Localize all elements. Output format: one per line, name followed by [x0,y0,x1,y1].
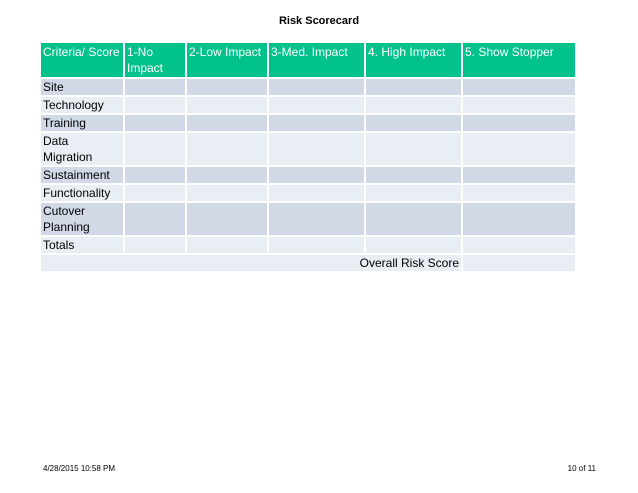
score-cell [187,97,267,113]
column-header-med-impact: 3-Med. Impact [269,43,364,77]
row-label: Training [41,115,123,131]
row-label: Cutover Planning [41,203,123,235]
column-header-no-impact: 1-No Impact [125,43,185,77]
score-cell [463,79,575,95]
score-cell [269,203,364,235]
score-cell [269,115,364,131]
score-cell [187,115,267,131]
score-cell [269,167,364,183]
table-row [41,79,575,95]
row-label: Functionality [41,185,123,201]
score-cell [125,97,185,113]
score-cell [366,97,461,113]
score-cell [366,237,461,253]
table-row [41,97,575,113]
score-cell [463,115,575,131]
score-cell [269,79,364,95]
table-row [41,115,575,131]
score-cell [125,185,185,201]
footer-date: 4/28/2015 10:58 PM [43,464,116,473]
table-row [41,203,575,235]
score-cell [366,203,461,235]
column-header-show-stopper: 5. Show Stopper [463,43,575,77]
row-label: Site [41,79,123,95]
row-label: Totals [41,237,123,253]
score-cell [463,185,575,201]
score-cell [463,167,575,183]
score-cell [463,97,575,113]
score-cell [463,237,575,253]
header-row [41,43,575,77]
score-cell [125,79,185,95]
score-cell [269,237,364,253]
totals-row [41,237,575,253]
score-cell [187,133,267,165]
score-cell [187,237,267,253]
score-cell [366,115,461,131]
score-cell [269,185,364,201]
score-cell [366,79,461,95]
column-header-criteria: Criteria/ Score [41,43,123,77]
column-header-low-impact: 2-Low Impact [187,43,267,77]
score-cell [125,167,185,183]
table-row [41,185,575,201]
row-label: Data Migration [41,133,123,165]
overall-risk-score-value [463,255,575,271]
score-cell [366,167,461,183]
table-row [41,133,575,165]
score-cell [269,97,364,113]
score-cell [187,185,267,201]
score-cell [366,133,461,165]
overall-risk-score-label: Overall Risk Score [41,255,461,271]
row-label: Sustainment [41,167,123,183]
score-cell [125,237,185,253]
row-label: Technology [41,97,123,113]
score-cell [463,203,575,235]
score-cell [125,133,185,165]
score-cell [187,167,267,183]
overall-row [41,255,575,271]
score-cell [187,79,267,95]
score-cell [125,203,185,235]
score-cell [187,203,267,235]
footer-page-number: 10 of 11 [567,464,596,473]
score-cell [269,133,364,165]
risk-scorecard-table [39,41,577,273]
page-title: Risk Scorecard [278,15,360,27]
score-cell [125,115,185,131]
table-row [41,167,575,183]
score-cell [463,133,575,165]
score-cell [366,185,461,201]
column-header-high-impact: 4. High Impact [366,43,461,77]
